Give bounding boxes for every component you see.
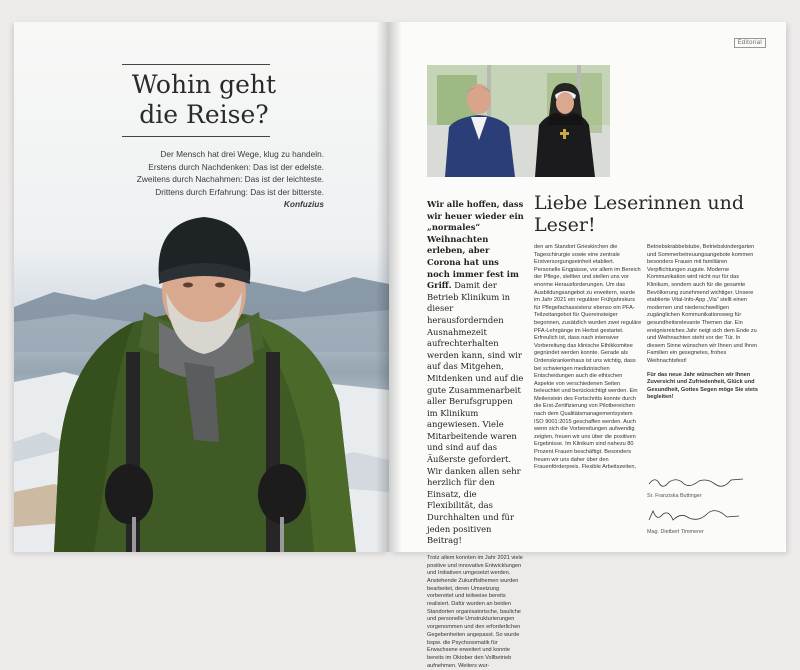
quote-line: Drittens durch Erfahrung: Das ist der bitterste. [155,186,324,197]
signature-1 [647,474,747,488]
greeting-heading: Liebe Leserinnen und Leser! [534,192,745,236]
intro-body-text: Trotz allem konnten im Jahr 2021 viele positive und innovative Entwicklungen und Initiativen umgesetzt werden. Anstehende Zukunftsthemen wurden bearbeitet, deren Umsetzung vorbereitet und teilweise bereits realisiert. Dafür wurden an beiden Standorten organisatorische, bauliche und personelle Umstrukturierungen vorgenommen und den erforderlichen Gegebenheiten angepasst. So wurde bspw. die Psychosomatik für Erwachsene erweitert und konnte bereits im Oktober den Vollbetrieb aufnehmen. Weiters wur- [427,554,523,669]
signatory-name: Sr. Franziska Buttinger [647,493,702,499]
left-page [14,22,389,552]
signature-2 [647,508,747,524]
lead-highlight: Wir alle hoffen, dass wir heuer wieder ein „normales“ Weihnachten erleben, aber Corona hat uns noch immer fest im Griff. [427,199,524,291]
closing-wishes: Für das neue Jahr wünschen wir Ihnen Zuversicht und Zufriedenheit, Glück und Gesundheit, Gottes Segen möge Sie stets begleiten! [647,371,758,401]
hiker-photo [14,22,389,552]
quote-line: Erstens durch Nachdenken: Das ist der edelste. [148,161,324,172]
body-column-2: den am Standort Grieskirchen die Tageschirurgie sowie eine zentrale Erstversorgungseinheit etabliert. Personelle Engpässe, vor allem im Bereich der Pflege, stellten und stellen uns vor enorme Herausforderungen. Um das Ausbildungsangebot zu erweitern, wurde im Jahr 2021 ein regulärer Frühjahrskurs für Pflegefachassistenz ebenso ein PFA-Teilzeitangebot für Quereinsteiger begonnen, zusätzlich wurden zwei reguläre PFA-Lehrgänge im Herbst gestartet. Erfreulich ist, dass nach intensiver Vorbereitung das klinische Ethikkomitee gegründet werden konnte. Gerade als Ordenskrankenhaus ist uns wichtig, dass bei schwierigen medizinischen Entscheidungen auch die ethischen Aspekte von verschiedenen Seiten beleuchtet und berücksichtigt werden. Ein Meilenstein des Fortschritts konnte durch die Erst-Zertifizierung von Pilotbereichen nach dem Qualitätsmanagementsystem ISO 9001:2015 geschaffen werden. Auch wenn sich die Vorbereitungen aufwendig zeigten, freuen wir uns über die positiven Ergebnisse. Im Klinikum sind nahezu 80 Prozent Frauen beschäftigt. Besonders freuen wir uns daher über den Frauenförderpreis. Flexible Arbeitszeiten, [534,244,642,471]
lead-paragraph [427,199,524,547]
quote-line: Zweitens durch Nachahmen: Das ist der leichteste. [136,174,324,185]
page-gutter [376,22,402,552]
lead-rest: Damit der Betrieb Klinikum in dieser herausfordernden Ausnahmezeit aufrechterhalten werden kann, sind wir auf das Mitgehen, Mitdenken und auf die gute Zusammenarbeit aller Berufsgruppen im Klinikum angewiesen. Viele Mitarbeitende waren und sind auf das Äußerste gefordert. Wir danken allen sehr herzlich für den Einsatz, die Flexibilität, das Durchhalten und für jeden positiven Beitrag! [427,280,524,546]
signatory-name: Mag. Dietbert Timmerer [647,529,704,535]
quote-line: Der Mensch hat drei Wege, klug zu handeln. [160,149,324,159]
right-page [389,22,786,669]
signature-block-2 [647,508,759,535]
title-line-2: die Reise? [139,100,269,129]
intro-column [427,199,524,670]
magazine-spread [14,22,786,669]
title-line-1: Wohin geht [131,70,277,99]
editors-photo [427,65,610,177]
quote-author: Konfuzius [283,199,324,210]
section-tag: Editorial [734,38,766,48]
body-column-3 [647,244,759,402]
column-3-text: Betriebskrabbelstube, Betriebskindergarten und Sommerbetreuungsangebote kommen besonders Frauen mit familiären Verpflichtungen zugute. Moderne Kommunikation wird nicht nur für das Klinikum, sondern auch für die gesamte Bevölkerung zunehmend wichtiger. Unsere etablierte Vital-Info-App „Via“ stellt einen modernen und niederschwelligen zugänglichen Kommunikationsweg für gesundheitsrelevante Themen dar. Ein ereignisreiches Jahr neigt sich dem Ende zu und Weihnachten steht vor der Tür. In diesem Sinne wünschen wir Ihnen und Ihren Familien ein gesegnetes, frohes Weihnachtsfest! [647,244,758,364]
signature-block-1 [647,474,759,499]
